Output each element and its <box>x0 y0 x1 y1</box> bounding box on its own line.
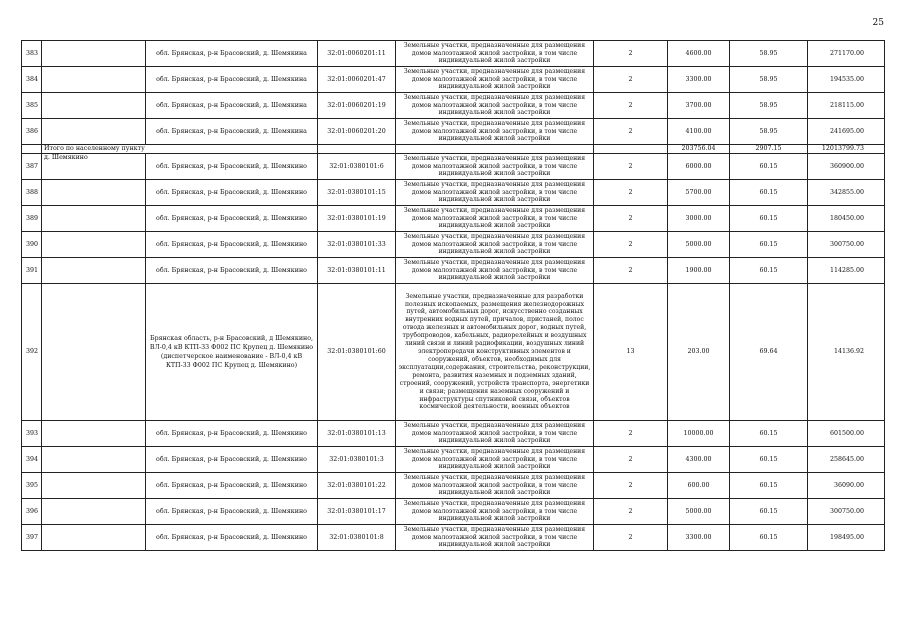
row-number-cell: 389 <box>22 206 42 232</box>
settlement-cell <box>42 232 146 258</box>
cadastral-number-cell: 32:01:0060201:20 <box>318 119 396 145</box>
address-cell: обл. Брянская, р-н Брасовский, д. Шемякина <box>146 41 318 67</box>
area-cell: 4100.00 <box>668 119 730 145</box>
settlement-cell <box>42 258 146 284</box>
total-label-cell: Итого по населенному пункту <box>42 145 318 154</box>
table-row <box>22 206 885 232</box>
cadastral-number-cell: 32:01:0380101:6 <box>318 154 396 180</box>
land-use-purpose-cell: Земельные участки, предназначенные для размещения домов малоэтажной жилой застройки, в том числе индивидуальной жилой застройки <box>396 180 594 206</box>
category-cell: 2 <box>594 154 668 180</box>
specific-value-cell: 58.95 <box>730 41 808 67</box>
cadastral-number-cell <box>318 145 396 154</box>
address-cell: обл. Брянская, р-н Брасовский, д. Шемякино <box>146 421 318 447</box>
land-use-purpose-cell: Земельные участки, предназначенные для размещения домов малоэтажной жилой застройки, в том числе индивидуальной жилой застройки <box>396 93 594 119</box>
cadastral-number-cell: 32:01:0380101:17 <box>318 499 396 525</box>
cadastral-number-cell: 32:01:0380101:13 <box>318 421 396 447</box>
cadastral-number-cell: 32:01:0380101:8 <box>318 525 396 551</box>
table-row <box>22 258 885 284</box>
category-cell: 2 <box>594 473 668 499</box>
specific-value-cell: 60.15 <box>730 447 808 473</box>
address-cell: обл. Брянская, р-н Брасовский, д. Шемякино <box>146 258 318 284</box>
land-use-purpose-cell: Земельные участки, предназначенные для размещения домов малоэтажной жилой застройки, в том числе индивидуальной жилой застройки <box>396 473 594 499</box>
settlement-total-row <box>22 145 885 154</box>
area-cell: 5000.00 <box>668 499 730 525</box>
row-number-cell: 392 <box>22 284 42 421</box>
specific-value-cell: 60.15 <box>730 232 808 258</box>
category-cell: 2 <box>594 232 668 258</box>
cadastral-number-cell: 32:01:0380101:60 <box>318 284 396 421</box>
cadastral-value-cell: 601500.00 <box>808 421 885 447</box>
area-cell: 3000.00 <box>668 206 730 232</box>
table-row <box>22 154 885 180</box>
cadastral-value-cell: 114285.00 <box>808 258 885 284</box>
settlement-cell <box>42 284 146 421</box>
table-row <box>22 525 885 551</box>
settlement-cell <box>42 525 146 551</box>
specific-value-cell: 69.64 <box>730 284 808 421</box>
specific-value-cell: 60.15 <box>730 473 808 499</box>
cadastral-value-cell: 241695.00 <box>808 119 885 145</box>
row-number-cell: 390 <box>22 232 42 258</box>
area-cell: 3300.00 <box>668 525 730 551</box>
cadastral-value-cell: 360900.00 <box>808 154 885 180</box>
cadastral-value-cell: 258645.00 <box>808 447 885 473</box>
area-cell: 600.00 <box>668 473 730 499</box>
address-cell: обл. Брянская, р-н Брасовский, д. Шемякино <box>146 232 318 258</box>
settlement-cell <box>42 41 146 67</box>
cadastral-number-cell: 32:01:0380101:11 <box>318 258 396 284</box>
specific-value-cell: 58.95 <box>730 67 808 93</box>
category-cell: 2 <box>594 258 668 284</box>
table-body <box>22 41 885 551</box>
specific-value-cell: 58.95 <box>730 119 808 145</box>
address-cell: обл. Брянская, р-н Брасовский, д. Шемякино <box>146 525 318 551</box>
specific-value-cell: 58.95 <box>730 93 808 119</box>
specific-value-cell: 60.15 <box>730 154 808 180</box>
total-value-cell: 12013799.73 <box>808 145 885 154</box>
total-rate-cell: 2907.15 <box>730 145 808 154</box>
table-row <box>22 119 885 145</box>
land-use-purpose-cell: Земельные участки, предназначенные для размещения домов малоэтажной жилой застройки, в том числе индивидуальной жилой застройки <box>396 206 594 232</box>
cadastral-number-cell: 32:01:0380101:19 <box>318 206 396 232</box>
table-row <box>22 232 885 258</box>
land-use-purpose-cell: Земельные участки, предназначенные для размещения домов малоэтажной жилой застройки, в том числе индивидуальной жилой застройки <box>396 525 594 551</box>
row-number-cell: 383 <box>22 41 42 67</box>
address-cell: обл. Брянская, р-н Брасовский, д. Шемякино <box>146 473 318 499</box>
land-use-purpose-cell: Земельные участки, предназначенные для размещения домов малоэтажной жилой застройки, в том числе индивидуальной жилой застройки <box>396 447 594 473</box>
row-number-cell: 394 <box>22 447 42 473</box>
address-cell: обл. Брянская, р-н Брасовский, д. Шемякина <box>146 119 318 145</box>
category-cell: 2 <box>594 447 668 473</box>
area-cell: 6000.00 <box>668 154 730 180</box>
cadastral-number-cell: 32:01:0380101:3 <box>318 447 396 473</box>
table-row <box>22 41 885 67</box>
page-number: 25 <box>872 18 884 28</box>
table-row <box>22 473 885 499</box>
cadastral-value-cell: 218115.00 <box>808 93 885 119</box>
row-number-cell <box>22 145 42 154</box>
address-cell: обл. Брянская, р-н Брасовский, д. Шемякино <box>146 447 318 473</box>
land-use-purpose-cell: Земельные участки, предназначенные для размещения домов малоэтажной жилой застройки, в том числе индивидуальной жилой застройки <box>396 41 594 67</box>
area-cell: 5000.00 <box>668 232 730 258</box>
cadastral-value-cell: 198495.00 <box>808 525 885 551</box>
cadastral-value-cell: 271170.00 <box>808 41 885 67</box>
row-number-cell: 395 <box>22 473 42 499</box>
category-cell: 2 <box>594 180 668 206</box>
cadastral-value-cell: 300750.00 <box>808 232 885 258</box>
total-area-cell: 203756.04 <box>668 145 730 154</box>
table-row <box>22 421 885 447</box>
area-cell: 3300.00 <box>668 67 730 93</box>
settlement-cell <box>42 447 146 473</box>
settlement-cell <box>42 206 146 232</box>
settlement-cell <box>42 473 146 499</box>
cadastral-value-table <box>21 40 885 551</box>
category-cell: 2 <box>594 41 668 67</box>
row-number-cell: 393 <box>22 421 42 447</box>
land-use-purpose-cell: Земельные участки, предназначенные для размещения домов малоэтажной жилой застройки, в том числе индивидуальной жилой застройки <box>396 421 594 447</box>
land-use-purpose-cell: Земельные участки, предназначенные для размещения домов малоэтажной жилой застройки, в том числе индивидуальной жилой застройки <box>396 499 594 525</box>
address-cell: обл. Брянская, р-н Брасовский, д. Шемякино <box>146 499 318 525</box>
settlement-cell <box>42 67 146 93</box>
settlement-cell: д. Шемякино <box>42 154 146 180</box>
table-row <box>22 284 885 421</box>
specific-value-cell: 60.15 <box>730 421 808 447</box>
table-row <box>22 499 885 525</box>
cadastral-number-cell: 32:01:0060201:47 <box>318 67 396 93</box>
cadastral-number-cell: 32:01:0060201:11 <box>318 41 396 67</box>
row-number-cell: 396 <box>22 499 42 525</box>
cadastral-value-cell: 194535.00 <box>808 67 885 93</box>
category-cell: 2 <box>594 499 668 525</box>
area-cell: 1900.00 <box>668 258 730 284</box>
specific-value-cell: 60.15 <box>730 180 808 206</box>
cadastral-value-cell: 180450.00 <box>808 206 885 232</box>
category-cell: 2 <box>594 421 668 447</box>
settlement-cell <box>42 119 146 145</box>
table-row <box>22 180 885 206</box>
settlement-cell <box>42 421 146 447</box>
specific-value-cell: 60.15 <box>730 258 808 284</box>
area-cell: 4600.00 <box>668 41 730 67</box>
area-cell: 3700.00 <box>668 93 730 119</box>
row-number-cell: 388 <box>22 180 42 206</box>
address-cell: обл. Брянская, р-н Брасовский, д. Шемякина <box>146 93 318 119</box>
land-use-purpose-cell: Земельные участки, предназначенные для размещения домов малоэтажной жилой застройки, в том числе индивидуальной жилой застройки <box>396 154 594 180</box>
settlement-cell <box>42 499 146 525</box>
area-cell: 10000.00 <box>668 421 730 447</box>
land-use-purpose-cell: Земельные участки, предназначенные для размещения домов малоэтажной жилой застройки, в том числе индивидуальной жилой застройки <box>396 119 594 145</box>
cadastral-number-cell: 32:01:0060201:19 <box>318 93 396 119</box>
land-use-purpose-cell: Земельные участки, предназначенные для разработки полезных ископаемых, размещения железнодорожных путей, автомобильных дорог, искусственно созданных внутренних водных путей, причалов, пристаней, полос отвода железных и автомобильных дорог, водных путей, трубопроводов, кабельных, радиорелейных и воздушных линий связи и линий радиофикации, воздушных линий электропередачи конструктивных элементов и сооружений, объектов, необходимых для эксплуатации,содержания, строительства, реконструкции, ремонта, развития наземных и подземных зданий, строений, сооружений, устройств транспорта, энергетики и связи; размещения наземных сооружений и инфраструктуры спутниковой связи, объектов космической деятельности, военных объектов <box>396 284 594 421</box>
specific-value-cell: 60.15 <box>730 525 808 551</box>
category-cell: 2 <box>594 93 668 119</box>
row-number-cell: 386 <box>22 119 42 145</box>
row-number-cell: 391 <box>22 258 42 284</box>
land-use-purpose-cell: Земельные участки, предназначенные для размещения домов малоэтажной жилой застройки, в том числе индивидуальной жилой застройки <box>396 258 594 284</box>
cadastral-value-cell: 14136.92 <box>808 284 885 421</box>
cadastral-value-cell: 342855.00 <box>808 180 885 206</box>
cadastral-number-cell: 32:01:0380101:33 <box>318 232 396 258</box>
category-cell <box>594 145 668 154</box>
land-use-purpose-cell: Земельные участки, предназначенные для размещения домов малоэтажной жилой застройки, в том числе индивидуальной жилой застройки <box>396 67 594 93</box>
specific-value-cell: 60.15 <box>730 206 808 232</box>
address-cell: обл. Брянская, р-н Брасовский, д. Шемякина <box>146 67 318 93</box>
category-cell: 2 <box>594 525 668 551</box>
table-row <box>22 93 885 119</box>
category-cell: 2 <box>594 67 668 93</box>
land-use-purpose-cell: Земельные участки, предназначенные для размещения домов малоэтажной жилой застройки, в том числе индивидуальной жилой застройки <box>396 232 594 258</box>
area-cell: 5700.00 <box>668 180 730 206</box>
row-number-cell: 387 <box>22 154 42 180</box>
cadastral-value-cell: 300750.00 <box>808 499 885 525</box>
address-cell: обл. Брянская, р-н Брасовский, д. Шемякино <box>146 180 318 206</box>
category-cell: 2 <box>594 119 668 145</box>
area-cell: 203.00 <box>668 284 730 421</box>
address-cell: обл. Брянская, р-н Брасовский, д. Шемякино <box>146 206 318 232</box>
address-cell: обл. Брянская, р-н Брасовский, д. Шемякино <box>146 154 318 180</box>
cadastral-value-cell: 36090.00 <box>808 473 885 499</box>
area-cell: 4300.00 <box>668 447 730 473</box>
land-use-purpose-cell <box>396 145 594 154</box>
settlement-cell <box>42 180 146 206</box>
row-number-cell: 397 <box>22 525 42 551</box>
cadastral-number-cell: 32:01:0380101:15 <box>318 180 396 206</box>
table-row <box>22 67 885 93</box>
specific-value-cell: 60.15 <box>730 499 808 525</box>
row-number-cell: 384 <box>22 67 42 93</box>
category-cell: 13 <box>594 284 668 421</box>
row-number-cell: 385 <box>22 93 42 119</box>
settlement-cell <box>42 93 146 119</box>
category-cell: 2 <box>594 206 668 232</box>
table-row <box>22 447 885 473</box>
cadastral-number-cell: 32:01:0380101:22 <box>318 473 396 499</box>
address-cell: Брянская область, р-н Брасовский, д Шемякино, ВЛ-0,4 кВ КТП-33 Ф002 ПС Крупец д. Шемякино (диспетчерское наименование - ВЛ-0,4 кВ КТП-33 Ф002 ПС Крупец д. Шемякино) <box>146 284 318 421</box>
